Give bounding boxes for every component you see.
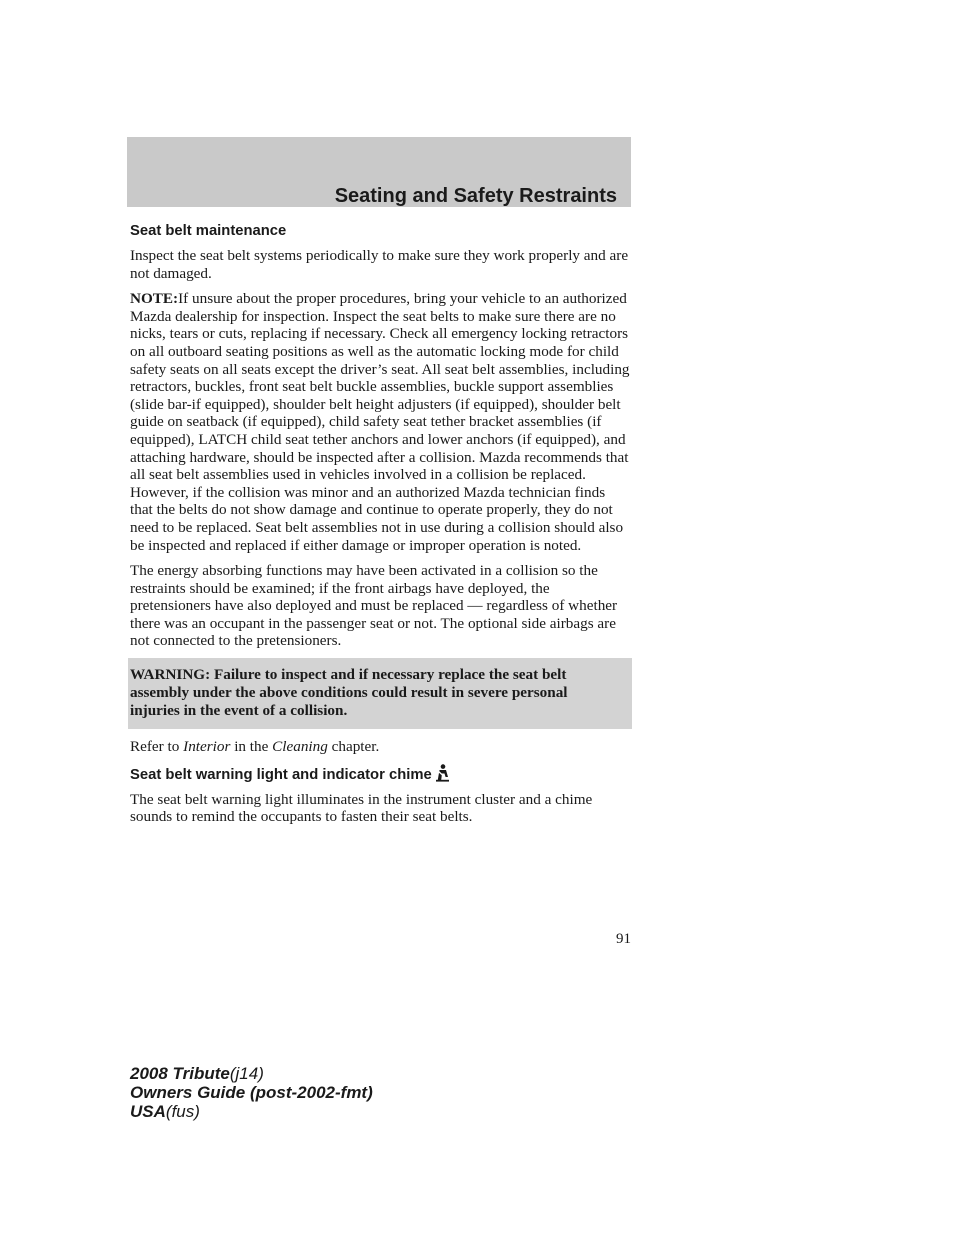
warning-light-heading [130,764,630,784]
warning-light-text: The seat belt warning light illuminates in the instrument cluster and a chime sounds to remind the occupants to fasten their seat belts. [130,790,593,826]
footer-line-2: Owners Guide (post-2002-fmt) [130,1083,373,1102]
note-label: NOTE: [130,290,179,308]
refer-suffix: chapter. [327,738,380,756]
refer-interior-link: Interior [183,738,231,756]
document-footer [130,1064,373,1121]
footer-model: 2008 Tribute [130,1064,230,1083]
footer-model-code: (j14) [229,1064,264,1083]
note-text: If unsure about the proper procedures, bring your vehicle to an authorized Mazda dealership for inspection. Inspect the seat belts to make sure there are no nicks, tears or cuts, replacing if necessary. Check all emergency locking retractors on all outboard seating positions as well as the automatic locking mode for child safety seats on all seats except the driver’s seat. All seat belt assemblies, including retractors, buckles, front seat belt buckle assemblies, buckle support assemblies (slide bar-if equipped), shoulder belt height adjusters (if equipped), shoulder belt guide on seatback (if equipped), child safety seat tether bracket assemblies (if equipped), LATCH child seat tether anchors and lower anchors (if equipped), and attaching hardware, should be inspected after a collision. Mazda recommends that all seat belt assemblies used in vehicles involved in a collision be replaced. However, if the collision was minor and an authorized Mazda technician finds that the belts do not show damage and continue to operate properly, they do not need to be replaced. Seat belt assemblies not in use during a collision should also be inspected and replaced if either damage or improper operation is noted. [130,290,630,554]
maintenance-note [130,290,630,554]
refer-middle: in the [230,738,273,756]
section-title: Seating and Safety Restraints [334,185,617,207]
section-header-band [127,137,631,207]
footer-line-1 [130,1064,373,1083]
footer-line-3 [130,1102,373,1121]
warning-light-heading-text: Seat belt warning light and indicator chime [130,766,432,783]
refer-cleaning-link: Cleaning [272,738,328,756]
refer-paragraph [130,738,630,756]
seatbelt-icon [435,764,450,782]
maintenance-intro: Inspect the seat belt systems periodically to make sure they work properly and are not damaged. [130,247,629,282]
refer-prefix: Refer to [130,738,184,756]
footer-market-code: (fus) [165,1102,200,1121]
page-content [130,222,630,834]
footer-market: USA [130,1102,166,1121]
energy-absorbing-paragraph: The energy absorbing functions may have been activated in a collision so the restraints should be examined; if the front airbags have deployed, the pretensioners have also deployed and must be replaced — regardless of whether there was an occupant in the passenger seat or not. The optional side airbags are not connected to the pretensioners. [130,562,618,650]
warning-box: WARNING: Failure to inspect and if necessary replace the seat belt assembly under the above conditions could result in severe personal injuries in the event of a collision. [128,658,632,729]
page-number: 91 [616,931,631,947]
maintenance-heading: Seat belt maintenance [130,223,287,239]
